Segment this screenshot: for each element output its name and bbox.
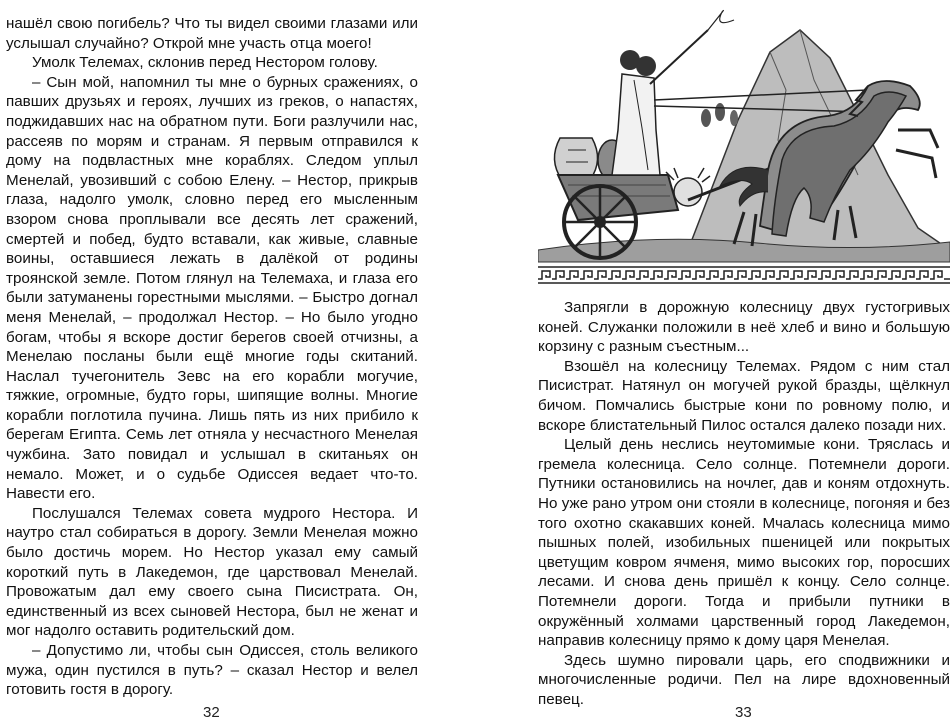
paragraph: Послушался Телемах совета мудрого Нестора. И наутро стал собираться в дорогу. Земли Менелая можно было достичь морем. Но Нестор указал ему самый короткий путь в Лакедемон, где царствовал Менелай. Провожатым дал ему своего сына Писистрата. Он, единственный из всех сыновей Нестора, был не женат и мог надолго оставить родительский дом. (6, 504, 418, 640)
paragraph: – Допустимо ли, чтобы сын Одиссея, столь великого мужа, один пустился в путь? – сказал Нестор и велел готовить гостя в дорогу. (6, 642, 418, 699)
paragraph: нашёл свою погибель? Что ты видел своими глазами или услышал случайно? Открой мне участь отца моего! (6, 15, 418, 52)
paragraph: – Сын мой, напомнил ты мне о бурных сражениях, о павших друзьях и героях, лучших из греков, о напастях, поджидавших нас на обратном пути. Боги разлучили нас, рассеяв по морям и странам. Я первым отправился к дому на подвластных мне кораблях. Следом уплыл Менелай, увозивший с собою Елену. – Нестор, прикрыв глаза, надолго умолк, словно перед его мысленным взором снова проплывали все десять лет сражений, смертей и побед, будто вставали, как живые, славные воины, оставшиеся лежать в далёкой от родины троянской земле. Потом глянул на Телемаха, и глаза его были затуманены горестными мыслями. – Быстро догнал меня Менелай, – продолжал Нестор. – Но было угодно богам, чтобы я вскоре достиг берегов своей отчизны, а Менелаю посланы были ещё многие годы скитаний. Наслал тучегонитель Зевс на его корабли могучие, тяжкие, огромные, будто горы, шипящие волны. Многие корабли поглотила пучина. Лишь пять из них прибило к берегам Египта. Семь лет отняла у несчастного Менелая чужбина. Зато повидал и услышал в скитаньях он немало. Может, и о судьбе Одиссея ведает что-то. Навести его. (6, 73, 418, 503)
page-number: 33 (735, 704, 752, 721)
paragraph: Запрягли в дорожную колесницу двух густогривых коней. Служанки положили в неё хлеб и вино и большую корзину с разным съестным... (538, 299, 950, 356)
paragraph: Умолк Телемах, склонив перед Нестором голову. (32, 54, 378, 72)
right-page-text (538, 298, 950, 709)
left-page-text (6, 14, 418, 700)
paragraph: Здесь шумно пировали царь, его сподвижники и многочисленные родичи. Пел на лире вдохновенный певец. (538, 651, 950, 708)
page-number: 32 (203, 704, 220, 721)
meander-border (538, 266, 950, 284)
paragraph: Целый день неслись неутомимые кони. Тряслась и гремела колесница. Село солнце. Потемнели дороги. Путники остановились на ночлег, дав и коням отдохнуть. Но уже рано утром они стояли в колеснице, погоняя и без того охотно скакавших коней. Мчалась колесница мимо пышных полей, изобильных пшеницей или покрытых цветущим ковром ячменя, мимо высоких гор, поросших лесами. И снова день пришёл к концу. Село солнце. Потемнели дороги. Тогда и прибыли путники в окружённый холмами царственный город Лакедемон, направив колесницу прямо к дому царя Менелая. (538, 436, 950, 650)
paragraph: Взошёл на колесницу Телемах. Рядом с ним стал Писистрат. Натянул он могучей рукой бразды, щёлкнул бичом. Помчались быстрые кони по ровному полю, и вскоре блистательный Пилос остался далеко позади них. (538, 357, 950, 434)
chariot-illustration (538, 0, 950, 272)
